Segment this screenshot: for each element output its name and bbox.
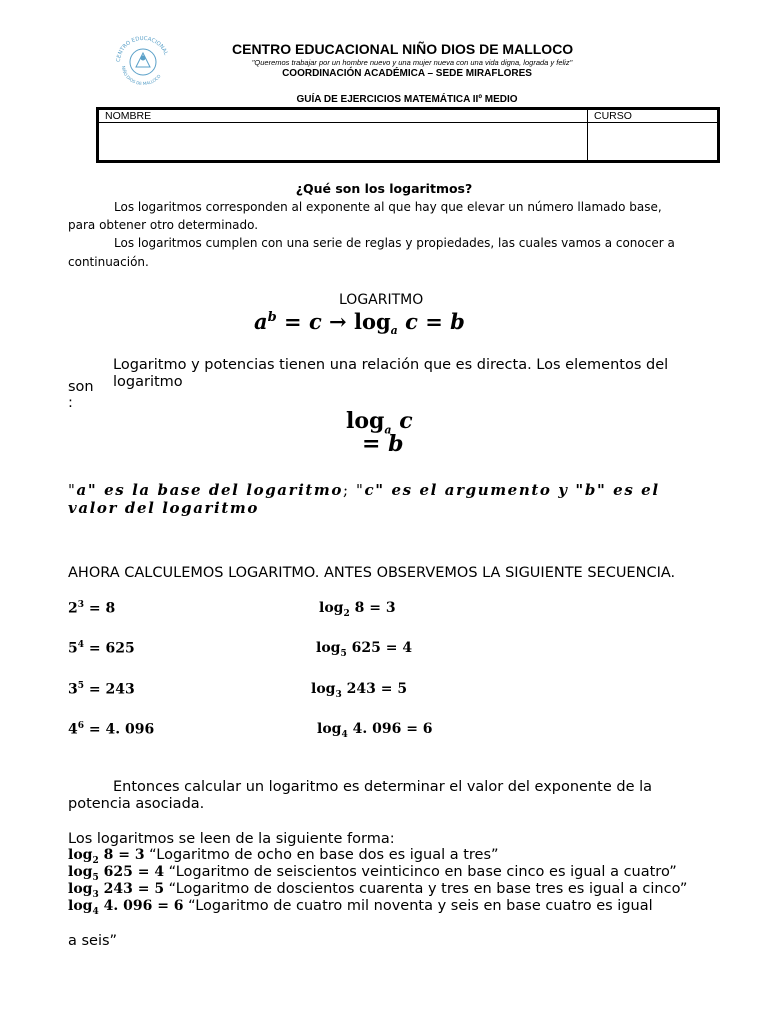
power-eq: = <box>88 681 101 698</box>
log-val: 4 <box>402 640 413 656</box>
formula-log-value: b <box>450 309 465 334</box>
log-word: log <box>316 640 341 656</box>
power-base: 3 <box>68 681 78 698</box>
sequence-heading: AHORA CALCULEMOS LOGARITMO. ANTES OBSERVEMOS LA SIGUIENTE SECUENCIA. <box>68 565 676 581</box>
log-row-1 <box>319 600 396 619</box>
reading-log-base: 3 <box>92 889 99 900</box>
power-row-2 <box>68 640 135 657</box>
reading-log-val: 5 <box>154 881 165 897</box>
course-label: CURSO <box>588 109 719 123</box>
reading-log-arg: 243 <box>103 881 133 897</box>
elements-t1: " es la base del logaritmo <box>87 481 344 499</box>
conclusion-line2: potencia asociada. <box>68 796 205 812</box>
logo-text-top: CENTRO EDUCACIONAL <box>115 36 169 63</box>
log-arg: 625 <box>351 640 381 656</box>
reading-line-2 <box>68 864 677 883</box>
reading-log-base: 5 <box>92 872 99 883</box>
power-exp: 5 <box>77 681 85 691</box>
elements-line1 <box>68 481 660 499</box>
reading-text: “Logaritmo de ocho en base dos es igual a tres” <box>144 847 499 863</box>
relation-line1: Logaritmo y potencias tienen una relación que es directa. Los elementos del <box>113 357 669 373</box>
elements-q2: " <box>356 481 365 499</box>
definition-formula <box>254 309 465 337</box>
formula-eq: = <box>284 309 302 334</box>
log-row-4 <box>317 721 433 740</box>
power-eq: = <box>88 640 101 657</box>
reading-eq: = <box>137 864 150 880</box>
reading-text: “Logaritmo de cuatro mil noventa y seis en base cuatro es igual <box>183 898 653 914</box>
power-row-3 <box>68 681 135 698</box>
intro-p1-line1: Los logaritmos corresponden al exponente al que hay que elevar un número llamado base, <box>114 200 662 214</box>
student-info-table <box>96 107 720 163</box>
school-motto: "Queremos trabajar por un hombre nuevo y una mujer nueva con una vida digna, lograda y feliz" <box>251 58 573 67</box>
log-base: 4 <box>341 729 348 740</box>
reading-text: “Logaritmo de doscientos cuarenta y tres en base tres es igual a cinco” <box>164 881 688 897</box>
intro-p2-line1: Los logaritmos cumplen con una serie de reglas y propiedades, las cuales vamos a conocer a <box>114 236 675 250</box>
reading-log-base: 4 <box>92 906 99 917</box>
formula-result: c <box>308 309 322 334</box>
definition-label: LOGARITMO <box>339 292 424 308</box>
log-val: 5 <box>397 681 408 697</box>
elements-c: c <box>364 481 376 499</box>
intro-question: ¿Qué son los logaritmos? <box>295 181 473 196</box>
log-val: 6 <box>422 721 433 737</box>
power-value: 4. 096 <box>105 721 155 738</box>
intro-p2-line2: continuación. <box>68 255 149 269</box>
element-formula-eq: = <box>362 431 381 457</box>
log-arg: 243 <box>346 681 376 697</box>
power-value: 8 <box>105 600 116 617</box>
power-exp: 6 <box>77 721 85 731</box>
element-formula-base: a <box>384 423 392 437</box>
power-eq: = <box>88 600 101 617</box>
formula-log: log <box>353 309 391 334</box>
reading-log-val: 3 <box>134 847 145 863</box>
elements-b: b <box>584 481 597 499</box>
element-formula-value: b <box>388 431 404 457</box>
log-word: log <box>311 681 336 697</box>
log-base: 2 <box>343 608 350 619</box>
elements-t3: " es el <box>596 481 660 499</box>
school-logo <box>112 36 174 86</box>
log-eq: = <box>385 640 398 656</box>
guide-title: GUÍA DE EJERCICIOS MATEMÁTICA IIº MEDIO <box>296 94 518 105</box>
reading-tail: a seis” <box>68 933 118 949</box>
formula-arrow: → <box>329 309 347 334</box>
reading-log-arg: 4. 096 <box>103 898 153 914</box>
reading-eq: = <box>118 847 130 863</box>
reading-eq: = <box>157 898 169 914</box>
coordination-line: COORDINACIÓN ACADÉMICA – SEDE MIRAFLORES <box>282 68 532 79</box>
reading-line-1 <box>68 847 499 866</box>
reading-log: log <box>68 881 93 897</box>
reading-log: log <box>68 847 93 863</box>
log-arg: 8 <box>354 600 365 616</box>
reading-log-arg: 8 <box>103 847 114 863</box>
reading-log-val: 4 <box>154 864 165 880</box>
log-eq: = <box>369 600 381 616</box>
formula-eq-2: = <box>425 309 443 334</box>
power-row-1 <box>68 600 115 617</box>
school-name: CENTRO EDUCACIONAL NIÑO DIOS DE MALLOCO <box>232 41 574 57</box>
reading-text: “Logaritmo de seiscientos veinticinco en base cinco es igual a cuatro” <box>164 864 677 880</box>
element-formula-line2 <box>362 431 404 457</box>
log-val: 3 <box>385 600 396 616</box>
log-eq: = <box>406 721 418 737</box>
log-row-3 <box>311 681 407 700</box>
elements-a: a <box>76 481 88 499</box>
elements-line2-text: valor del logaritmo <box>68 499 259 517</box>
elements-line2 <box>68 499 259 517</box>
log-row-2 <box>316 640 412 659</box>
element-formula-arg: c <box>399 408 413 434</box>
elements-semi: ; <box>343 481 357 499</box>
reading-log-base: 2 <box>92 855 99 866</box>
power-row-4 <box>68 721 154 738</box>
relation-line2: logaritmo <box>113 374 183 390</box>
formula-log-base: a <box>390 324 398 338</box>
power-eq: = <box>88 721 101 738</box>
svg-text:NIÑO DIOS DE MALLOCO <box>121 66 162 86</box>
reading-log-val: 6 <box>173 898 184 914</box>
intro-p1-line2: para obtener otro determinado. <box>68 218 259 232</box>
reading-log: log <box>68 864 93 880</box>
formula-base: a <box>254 309 268 334</box>
elements-q1: " <box>68 481 77 499</box>
log-arg: 4. 096 <box>352 721 402 737</box>
log-eq: = <box>380 681 393 697</box>
conclusion-line1: Entonces calcular un logaritmo es determinar el valor del exponente de la <box>113 779 653 795</box>
power-exp: 3 <box>77 600 85 610</box>
relation-colon: : <box>68 395 73 411</box>
reading-heading: Los logaritmos se leen de la siguiente forma: <box>68 831 395 847</box>
log-base: 3 <box>335 689 342 700</box>
formula-log-arg: c <box>405 309 418 334</box>
power-exp: 4 <box>77 640 85 650</box>
reading-log-arg: 625 <box>103 864 133 880</box>
element-formula-log: log <box>346 408 385 434</box>
power-base: 4 <box>68 721 78 738</box>
reading-line-4 <box>68 898 653 917</box>
formula-exponent: b <box>267 310 277 325</box>
reading-line-3 <box>68 881 687 900</box>
log-base: 5 <box>340 648 347 659</box>
logo-text-bottom: NIÑO DIOS DE MALLOCO <box>120 65 162 86</box>
log-word: log <box>319 600 344 616</box>
name-field[interactable] <box>98 123 588 162</box>
power-value: 243 <box>105 681 135 698</box>
elements-t2: " es el argumento y " <box>375 481 585 499</box>
reading-eq: = <box>137 881 150 897</box>
power-base: 2 <box>68 600 78 617</box>
course-field[interactable] <box>588 123 719 162</box>
log-word: log <box>317 721 342 737</box>
power-value: 625 <box>105 640 135 657</box>
power-base: 5 <box>68 640 78 657</box>
relation-son: son <box>68 379 94 395</box>
name-label: NOMBRE <box>98 109 588 123</box>
reading-log: log <box>68 898 93 914</box>
